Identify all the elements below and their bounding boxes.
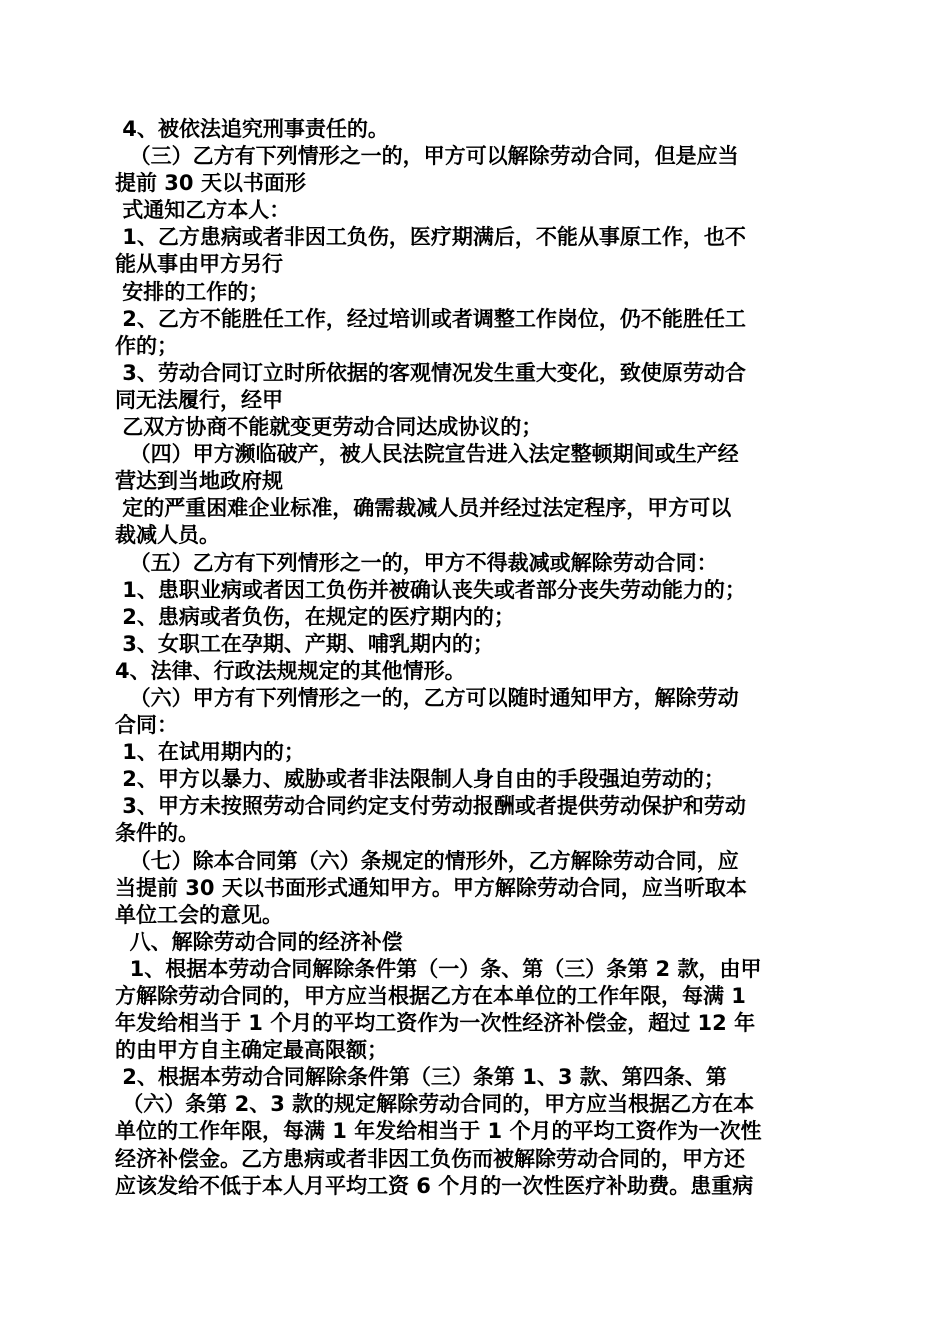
text-line: 1、患职业病或者因工负伤并被确认丧失或者部分丧失劳动能力的； xyxy=(115,577,746,602)
text-line: 能从事由甲方另行 xyxy=(115,252,283,277)
text-line: 单位的工作年限，每满 1 年发给相当于 1 个月的平均工资作为一次性 xyxy=(115,1119,762,1144)
text-line: 2、甲方以暴力、威胁或者非法限制人身自由的手段强迫劳动的； xyxy=(115,767,725,792)
text-line: 1、在试用期内的； xyxy=(115,740,305,765)
text-line: 乙双方协商不能就变更劳动合同达成协议的； xyxy=(115,415,543,440)
text-line: 应该发给不低于本人月平均工资 6 个月的一次性医疗补助费。患重病 xyxy=(115,1173,754,1198)
text-line: 安排的工作的； xyxy=(115,279,270,304)
text-line: 当提前 30 天以书面形式通知甲方。甲方解除劳动合同，应当听取本 xyxy=(115,875,747,900)
text-line: 3、女职工在孕期、产期、哺乳期内的； xyxy=(115,631,494,656)
text-line: 2、患病或者负伤，在规定的医疗期内的； xyxy=(115,604,515,629)
section-heading: 八、解除劳动合同的经济补偿 xyxy=(115,929,403,954)
text-line: （四）甲方濒临破产，被人民法院宣告进入法定整顿期间或生产经 xyxy=(115,442,739,467)
text-line: 合同： xyxy=(115,713,178,738)
text-line: （三）乙方有下列情形之一的，甲方可以解除劳动合同，但是应当 xyxy=(115,144,739,169)
text-line: 1、乙方患病或者非因工负伤，医疗期满后，不能从事原工作，也不 xyxy=(115,225,746,250)
text-line: 3、甲方未按照劳动合同约定支付劳动报酬或者提供劳动保护和劳动 xyxy=(115,794,746,819)
text-line: 方解除劳动合同的，甲方应当根据乙方在本单位的工作年限，每满 1 xyxy=(115,984,746,1008)
text-line: 营达到当地政府规 xyxy=(115,469,283,494)
text-line: 作的； xyxy=(115,333,178,358)
text-line: 的由甲方自主确定最高限额； xyxy=(115,1038,388,1063)
text-line: 经济补偿金。乙方患病或者非因工负伤而被解除劳动合同的，甲方还 xyxy=(115,1146,745,1171)
text-line: 4、被依法追究刑事责任的。 xyxy=(115,117,389,141)
text-line: 2、根据本劳动合同解除条件第（三）条第 1、3 款、第四条、第 xyxy=(115,1065,727,1090)
text-line: （六）条第 2、3 款的规定解除劳动合同的，甲方应当根据乙方在本 xyxy=(115,1092,755,1117)
text-line: 1、根据本劳动合同解除条件第（一）条、第（三）条第 2 款，由甲 xyxy=(115,956,762,981)
text-line: 3、劳动合同订立时所依据的客观情况发生重大变化，致使原劳动合 xyxy=(115,360,746,385)
text-line: 裁减人员。 xyxy=(115,523,220,548)
text-line: 4、法律、行政法规规定的其他情形。 xyxy=(115,658,466,683)
text-line: 条件的。 xyxy=(115,821,199,846)
document-page xyxy=(115,116,835,1200)
text-line: 年发给相当于 1 个月的平均工资作为一次性经济补偿金，超过 12 年 xyxy=(115,1011,756,1036)
text-line: （七）除本合同第（六）条规定的情形外，乙方解除劳动合同，应 xyxy=(115,848,739,873)
text-line: （五）乙方有下列情形之一的，甲方不得裁减或解除劳动合同： xyxy=(115,550,718,575)
text-line: 定的严重困难企业标准，确需裁减人员并经过法定程序，甲方可以 xyxy=(115,496,732,521)
text-line: （六）甲方有下列情形之一的，乙方可以随时通知甲方，解除劳动 xyxy=(115,685,739,710)
text-line: 同无法履行，经甲 xyxy=(115,387,283,412)
text-line: 2、乙方不能胜任工作，经过培训或者调整工作岗位，仍不能胜任工 xyxy=(115,306,746,331)
text-line: 单位工会的意见。 xyxy=(115,902,283,927)
text-line: 提前 30 天以书面形 xyxy=(115,171,306,196)
text-line: 式通知乙方本人： xyxy=(115,198,291,223)
